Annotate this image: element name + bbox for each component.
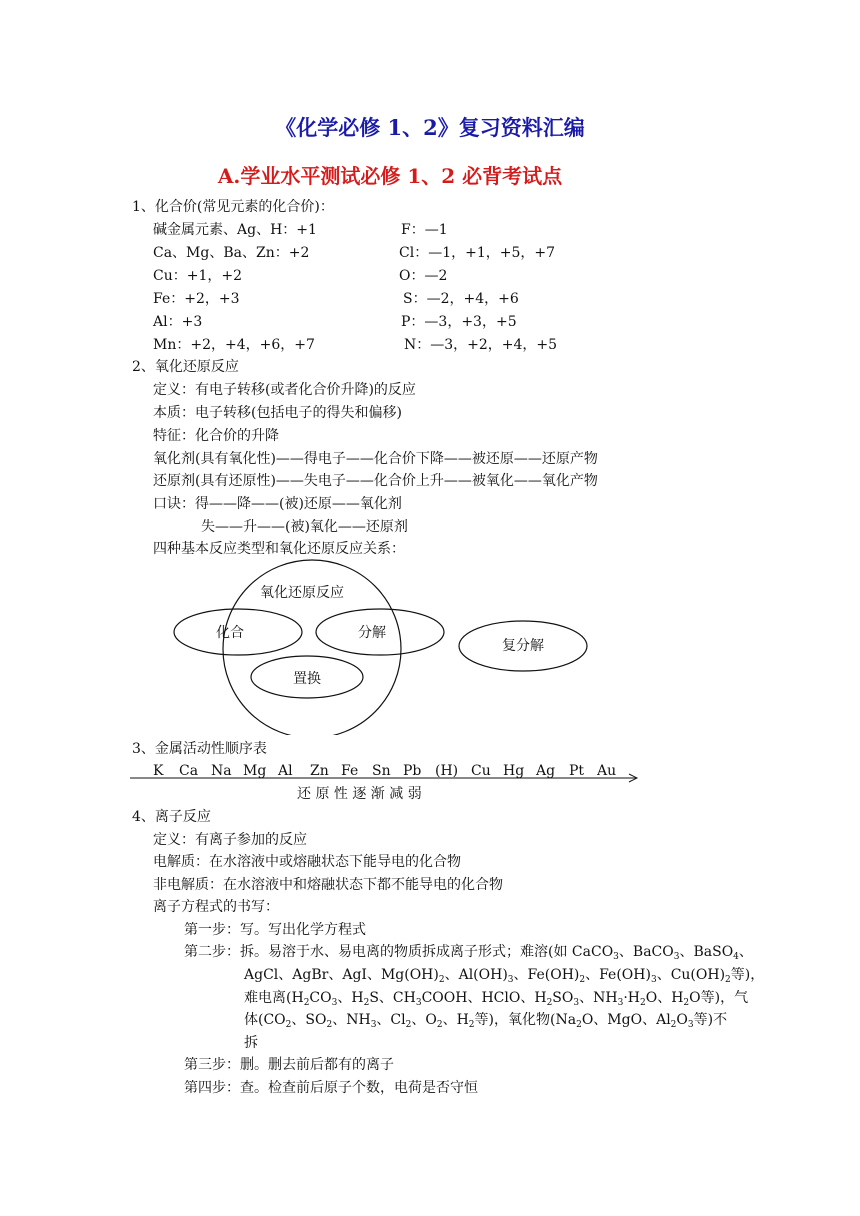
chemical-formula: $Mg(OH)_2$ — [380, 967, 445, 985]
reaction-types-heading: 四种基本反应类型和氧化还原反应关系： — [153, 541, 405, 557]
ionic-equation-heading: 离子方程式的书写： — [153, 899, 279, 915]
metal-symbol: Na — [211, 763, 232, 779]
metal-symbol: Cu — [471, 763, 491, 779]
metal-symbol: Ag — [536, 763, 556, 779]
chemical-formula: BaCO$_3$ — [632, 944, 680, 962]
metal-symbol: Pt — [569, 763, 585, 779]
chemical-formula: $Cl_2$ — [390, 1012, 412, 1030]
chemical-formula: BaSO$_4$ — [693, 944, 739, 962]
chemical-formula: $H_2CO_3$ — [291, 990, 338, 1008]
valence-left: 碱金属元素、Ag、H：+1 — [153, 222, 317, 238]
section-1-heading: 1、化合价(常见元素的化合价)： — [132, 199, 334, 215]
step-2-label: 第二步： — [184, 944, 240, 960]
section-3-heading: 3、金属活动性顺序表 — [132, 741, 267, 757]
chemical-formula: $NH_3\cdot H_2O$ — [593, 990, 658, 1008]
document-title: 《化学必修 1、2》复习资料汇编 — [275, 115, 585, 140]
metal-symbol: Fe — [341, 763, 359, 779]
chemical-formula: $Al_2O_3$ — [656, 1012, 694, 1030]
chemical-formula: $H_2O$ — [671, 990, 701, 1008]
redox-definition: 定义：有电子转移(或者化合价升降)的反应 — [153, 382, 416, 398]
electrolyte-definition: 电解质：在水溶液中或熔融状态下能导电的化合物 — [153, 854, 461, 870]
chemical-formula: $H_2$ — [456, 1012, 475, 1030]
metal-symbol: Ca — [179, 763, 199, 779]
valence-right: O：—2 — [399, 268, 448, 284]
chemical-formula: $Fe(OH)_3$ — [599, 967, 657, 985]
reductant-line: 还原剂(具有还原性)——失电子——化合价上升——被氧化——氧化产物 — [153, 473, 598, 489]
valence-right: F：—1 — [401, 222, 448, 238]
valence-left: Fe：+2，+3 — [153, 291, 240, 307]
step-4: 第四步：查。检查前后原子个数，电荷是否守恒 — [184, 1080, 478, 1096]
metal-symbol: Sn — [372, 763, 391, 779]
section-4-heading: 4、离子反应 — [132, 809, 211, 825]
metal-symbol: Mg — [243, 763, 267, 779]
chemical-formula: $SO_2$ — [305, 1012, 333, 1030]
valence-left: Ca、Mg、Ba、Zn：+2 — [153, 245, 310, 261]
chemical-formula: CaCO$_3$ — [571, 944, 619, 962]
chemical-formula: AgBr — [292, 967, 329, 983]
chemical-formula: $CH_3COOH$ — [392, 990, 468, 1008]
step-1: 第一步：写。写出化学方程式 — [184, 922, 366, 938]
activity-arrow — [130, 772, 642, 784]
step-2-line-3: 难电离($H_2CO_3$、$H_2S$、$CH_3COOH$、HClO、$H_2SO_3$、$NH_3\cdot H_2O$、$H_2O$等)，气 — [244, 990, 749, 1008]
valence-right: P：—3，+3，+5 — [401, 314, 517, 330]
chemical-formula: $CO_2$ — [263, 1012, 292, 1030]
non-electrolyte-definition: 非电解质：在水溶液中和熔融状态下都不能导电的化合物 — [153, 877, 503, 893]
activity-caption: 还 原 性 逐 渐 减 弱 — [297, 786, 422, 802]
valence-left: Cu：+1，+2 — [153, 268, 243, 284]
ionic-reaction-definition: 定义：有离子参加的反应 — [153, 832, 307, 848]
chemical-formula: $H_2SO_3$ — [534, 990, 580, 1008]
double-decomposition-label: 复分解 — [502, 638, 544, 654]
redox-essence: 本质：电子转移(包括电子的得失和偏移) — [153, 405, 402, 421]
metal-symbol: K — [153, 763, 164, 779]
chemical-formula: $Fe(OH)_2$ — [527, 967, 586, 985]
metal-symbol: Pb — [403, 763, 422, 779]
chemical-formula: AgI — [342, 967, 367, 983]
decomposition-label: 分解 — [358, 625, 386, 641]
chemical-formula: $Cu(OH)_2$ — [670, 967, 731, 985]
valence-right: S：—2，+4，+6 — [403, 291, 519, 307]
chemical-formula: $Na_2O$ — [555, 1012, 594, 1030]
chemical-formula: HClO — [481, 990, 521, 1006]
metal-symbol: Au — [597, 763, 617, 779]
document-subtitle: A.学业水平测试必修 1、2 必背考试点 — [217, 164, 563, 188]
valence-right: Cl：—1，+1，+5，+7 — [399, 245, 556, 261]
step-2-line-5: 拆 — [244, 1035, 258, 1051]
metal-symbol: Zn — [310, 763, 329, 779]
valence-left: Al：+3 — [153, 314, 203, 330]
chemical-formula: $Al(OH)_3$ — [458, 967, 514, 985]
step-2-line-2: AgCl、AgBr、AgI、$Mg(OH)_2$、$Al(OH)_3$、$Fe(OH)_2$、$Fe(OH)_3$、$Cu(OH)_2$等)， — [244, 967, 765, 985]
chemical-formula: $O_2$ — [425, 1012, 443, 1030]
valence-left: Mn：+2，+4，+6，+7 — [153, 337, 315, 353]
chemical-formula: $NH_3$ — [346, 1012, 377, 1030]
chemical-formula: AgCl — [244, 967, 279, 983]
metal-symbol: Hg — [503, 763, 525, 779]
mnemonic-line-1: 口诀：得——降——(被)还原——氧化剂 — [153, 496, 402, 512]
reaction-types-venn-diagram — [150, 555, 610, 735]
redox-label: 氧化还原反应 — [260, 585, 344, 601]
combination-label: 化合 — [216, 625, 244, 641]
step-2-line-1: 拆。易溶于水、易电离的物质拆成离子形式；难溶(如 CaCO$_3$、BaCO$_3$、BaSO$_4$、 — [240, 944, 753, 962]
chemical-formula: $H_2S$ — [351, 990, 379, 1008]
step-3: 第三步：删。删去前后都有的离子 — [184, 1057, 394, 1073]
oxidant-line: 氧化剂(具有氧化性)——得电子——化合价下降——被还原——还原产物 — [153, 451, 598, 467]
metal-symbol: Al — [278, 763, 293, 779]
mnemonic-line-2: 失——升——(被)氧化——还原剂 — [201, 519, 408, 535]
chemical-formula: MgO — [607, 1012, 643, 1028]
redox-feature: 特征：化合价的升降 — [153, 428, 279, 444]
metal-symbol: (H) — [435, 763, 459, 779]
section-2-heading: 2、氧化还原反应 — [132, 359, 239, 375]
step-2-line-4: 体($CO_2$、$SO_2$、$NH_3$、$Cl_2$、$O_2$、$H_2$等)，氧化物($Na_2O$、MgO、$Al_2O_3$等)不 — [244, 1012, 728, 1030]
displacement-label: 置换 — [293, 671, 321, 687]
valence-right: N：—3，+2，+4，+5 — [404, 337, 558, 353]
